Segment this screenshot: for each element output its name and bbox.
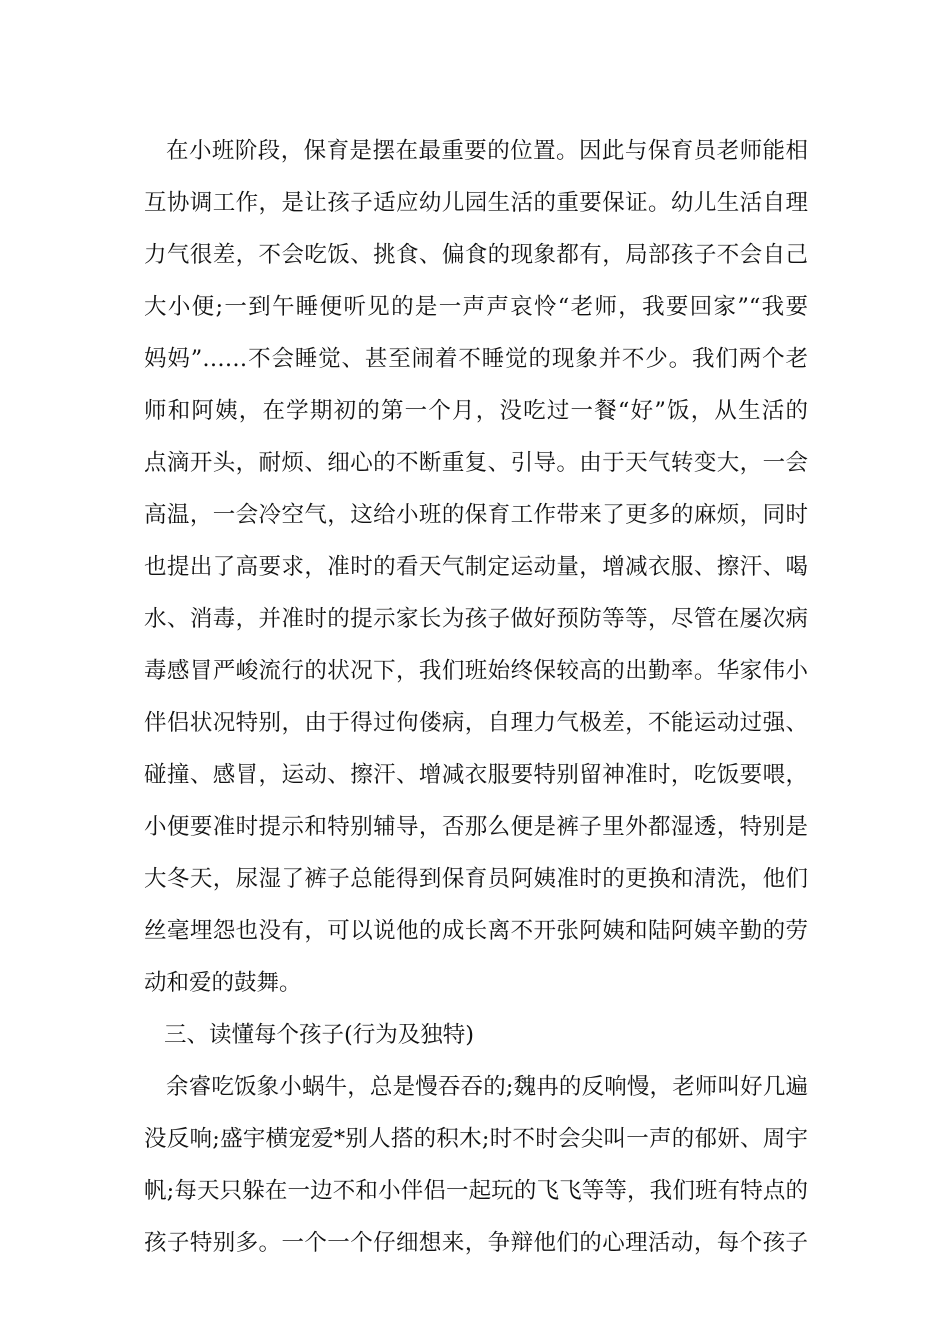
- paragraph-1-line-11: 毒感冒严峻流行的状况下，我们班始终保较高的出勤率。华家伟小: [144, 658, 808, 684]
- paragraph-1-line-13: 碰撞、感冒，运动、擦汗、增减衣服要特别留神准时，吃饭要喂，: [144, 762, 808, 788]
- paragraph-1-line-16: 丝毫埋怨也没有，可以说他的成长离不开张阿姨和陆阿姨辛勤的劳: [144, 918, 808, 944]
- paragraph-1-line-9: 也提出了高要求，准时的看天气制定运动量，增减衣服、擦汗、喝: [144, 554, 808, 580]
- paragraph-1-line-2: 互协调工作，是让孩子适应幼儿园生活的重要保证。幼儿生活自理: [144, 190, 808, 216]
- paragraph-1-line-15: 大冬天，尿湿了裤子总能得到保育员阿姨准时的更换和清洗，他们: [144, 866, 808, 892]
- paragraph-1-line-17: 动和爱的鼓舞。: [144, 970, 302, 996]
- paragraph-1-line-5: 妈妈”……不会睡觉、甚至闹着不睡觉的现象并不少。我们两个老: [144, 346, 808, 372]
- paragraph-2-line-3: 帆;每天只躲在一边不和小伴侣一起玩的飞飞等等，我们班有特点的: [144, 1178, 808, 1204]
- paragraph-1-line-8: 高温，一会冷空气，这给小班的保育工作带来了更多的麻烦，同时: [144, 502, 808, 528]
- paragraph-2-line-1: 余睿吃饭象小蜗牛，总是慢吞吞的;魏冉的反响慢，老师叫好几遍: [166, 1074, 808, 1100]
- paragraph-1-line-4: 大小便;一到午睡便听见的是一声声哀怜“老师，我要回家”“我要: [144, 294, 808, 320]
- paragraph-2-line-2: 没反响;盛宇横宠爱*别人搭的积木;时不时会尖叫一声的郁妍、周宇: [144, 1126, 808, 1152]
- paragraph-1-line-6: 师和阿姨，在学期初的第一个月，没吃过一餐“好”饭，从生活的: [144, 398, 808, 424]
- paragraph-1-line-1: 在小班阶段，保育是摆在最重要的位置。因此与保育员老师能相: [166, 138, 808, 164]
- paragraph-2-line-4: 孩子特别多。一个一个仔细想来，争辩他们的心理活动，每个孩子: [144, 1230, 808, 1256]
- paragraph-1-line-12: 伴侣状况特别，由于得过佝偻病，自理力气极差，不能运动过强、: [144, 710, 808, 736]
- paragraph-1-line-10: 水、消毒，并准时的提示家长为孩子做好预防等等，尽管在屡次病: [144, 606, 808, 632]
- section-heading: 三、读懂每个孩子(行为及独特): [164, 1022, 475, 1048]
- paragraph-1-line-7: 点滴开头，耐烦、细心的不断重复、引导。由于天气转变大，一会: [144, 450, 808, 476]
- paragraph-1-line-3: 力气很差，不会吃饭、挑食、偏食的现象都有，局部孩子不会自己: [144, 242, 808, 268]
- paragraph-1-line-14: 小便要准时提示和特别辅导，否那么便是裤子里外都湿透，特别是: [144, 814, 808, 840]
